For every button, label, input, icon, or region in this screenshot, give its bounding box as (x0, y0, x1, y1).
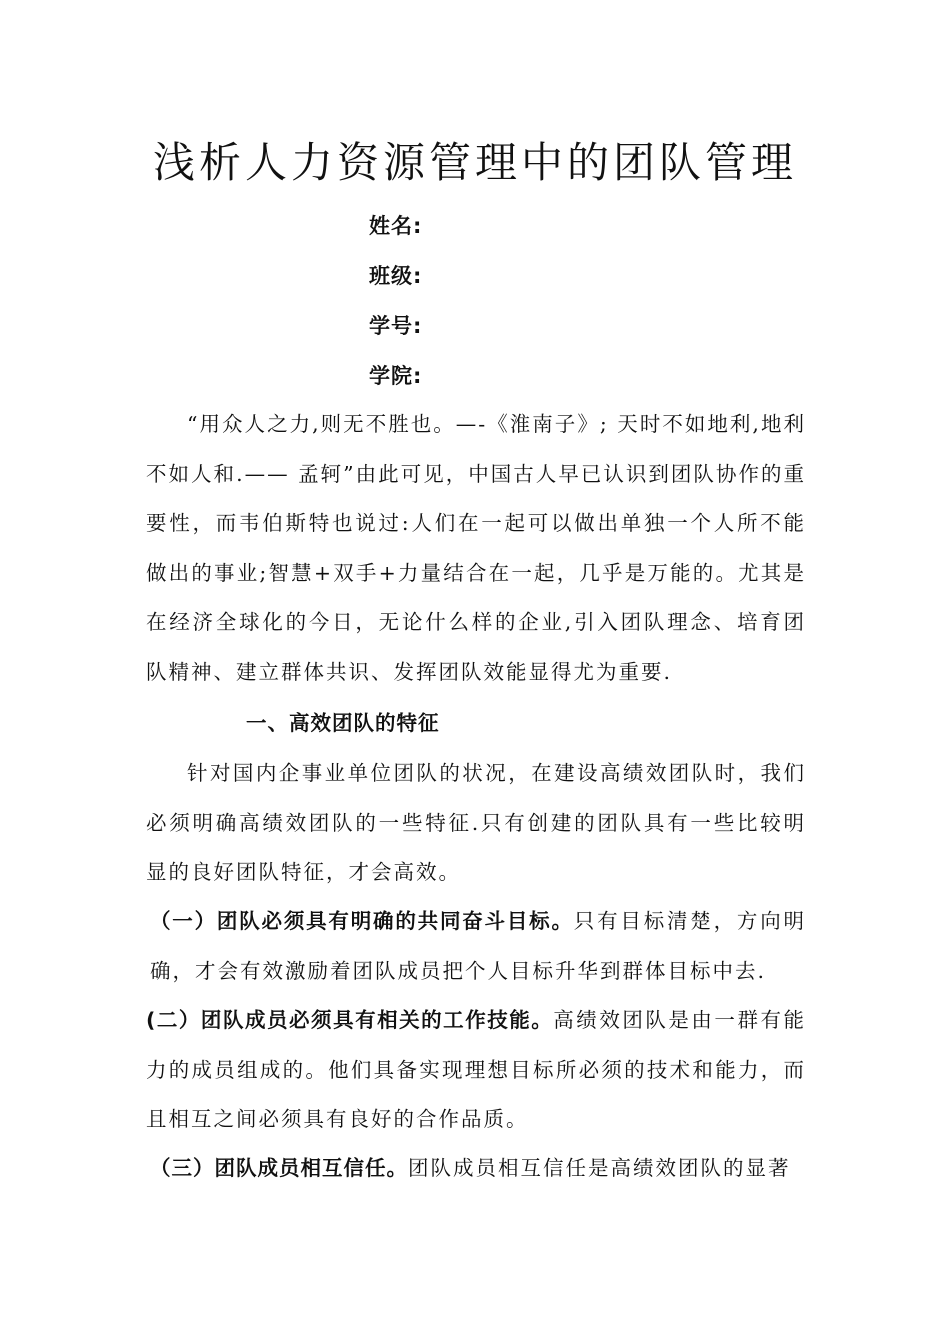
feature-item-2-text: 高绩效团队是由一群有能力的成员组成的。他们具备实现理想目标所必须的技术和能力，而且相互之间必须具有良好的合作品质。 (146, 1008, 806, 1131)
section-heading: 一、高效团队的特征 (246, 711, 440, 735)
feature-item-3-text: 团队成员相互信任是高绩效团队的显著 (408, 1156, 791, 1180)
feature-item-1-lead: （一）团队必须具有明确的共同奋斗目标。 (150, 909, 574, 933)
field-college-label: 学院: (369, 364, 423, 388)
field-class-label: 班级: (369, 264, 423, 288)
feature-item-1 (150, 897, 806, 996)
feature-item-3-lead: （三）团队成员相互信任。 (150, 1156, 408, 1180)
field-name-label: 姓名: (369, 214, 423, 238)
field-student-id-label: 学号: (369, 314, 423, 338)
intro-paragraph: “用众人之力,则无不胜也。—-《淮南子》; 天时不如地利,地利不如人和.—— 孟轲”由此可见，中国古人早已认识到团队协作的重要性，而韦伯斯特也说过:人们在一起可以做出单独一个人所不能做出的事业;智慧+双手+力量结合在一起，几乎是万能的。尤其是在经济全球化的今日，无论什么样的企业,引入团队理念、培育团队精神、建立群体共识、发挥团队效能显得尤为重要. (146, 412, 806, 684)
feature-item-2 (146, 996, 806, 1145)
document-title: 浅析人力资源管理中的团队管理 (152, 138, 797, 187)
feature-item-1-text: 只有目标清楚，方向明确，才会有效激励着团队成员把个人目标升华到群体目标中去. (150, 909, 807, 983)
feature-item-3 (150, 1144, 806, 1194)
feature-item-2-lead: (二）团队成员必须具有相关的工作技能。 (146, 1008, 554, 1032)
section-paragraph: 针对国内企事业单位团队的状况，在建设高绩效团队时，我们必须明确高绩效团队的一些特征.只有创建的团队具有一些比较明显的良好团队特征，才会高效。 (146, 761, 806, 884)
